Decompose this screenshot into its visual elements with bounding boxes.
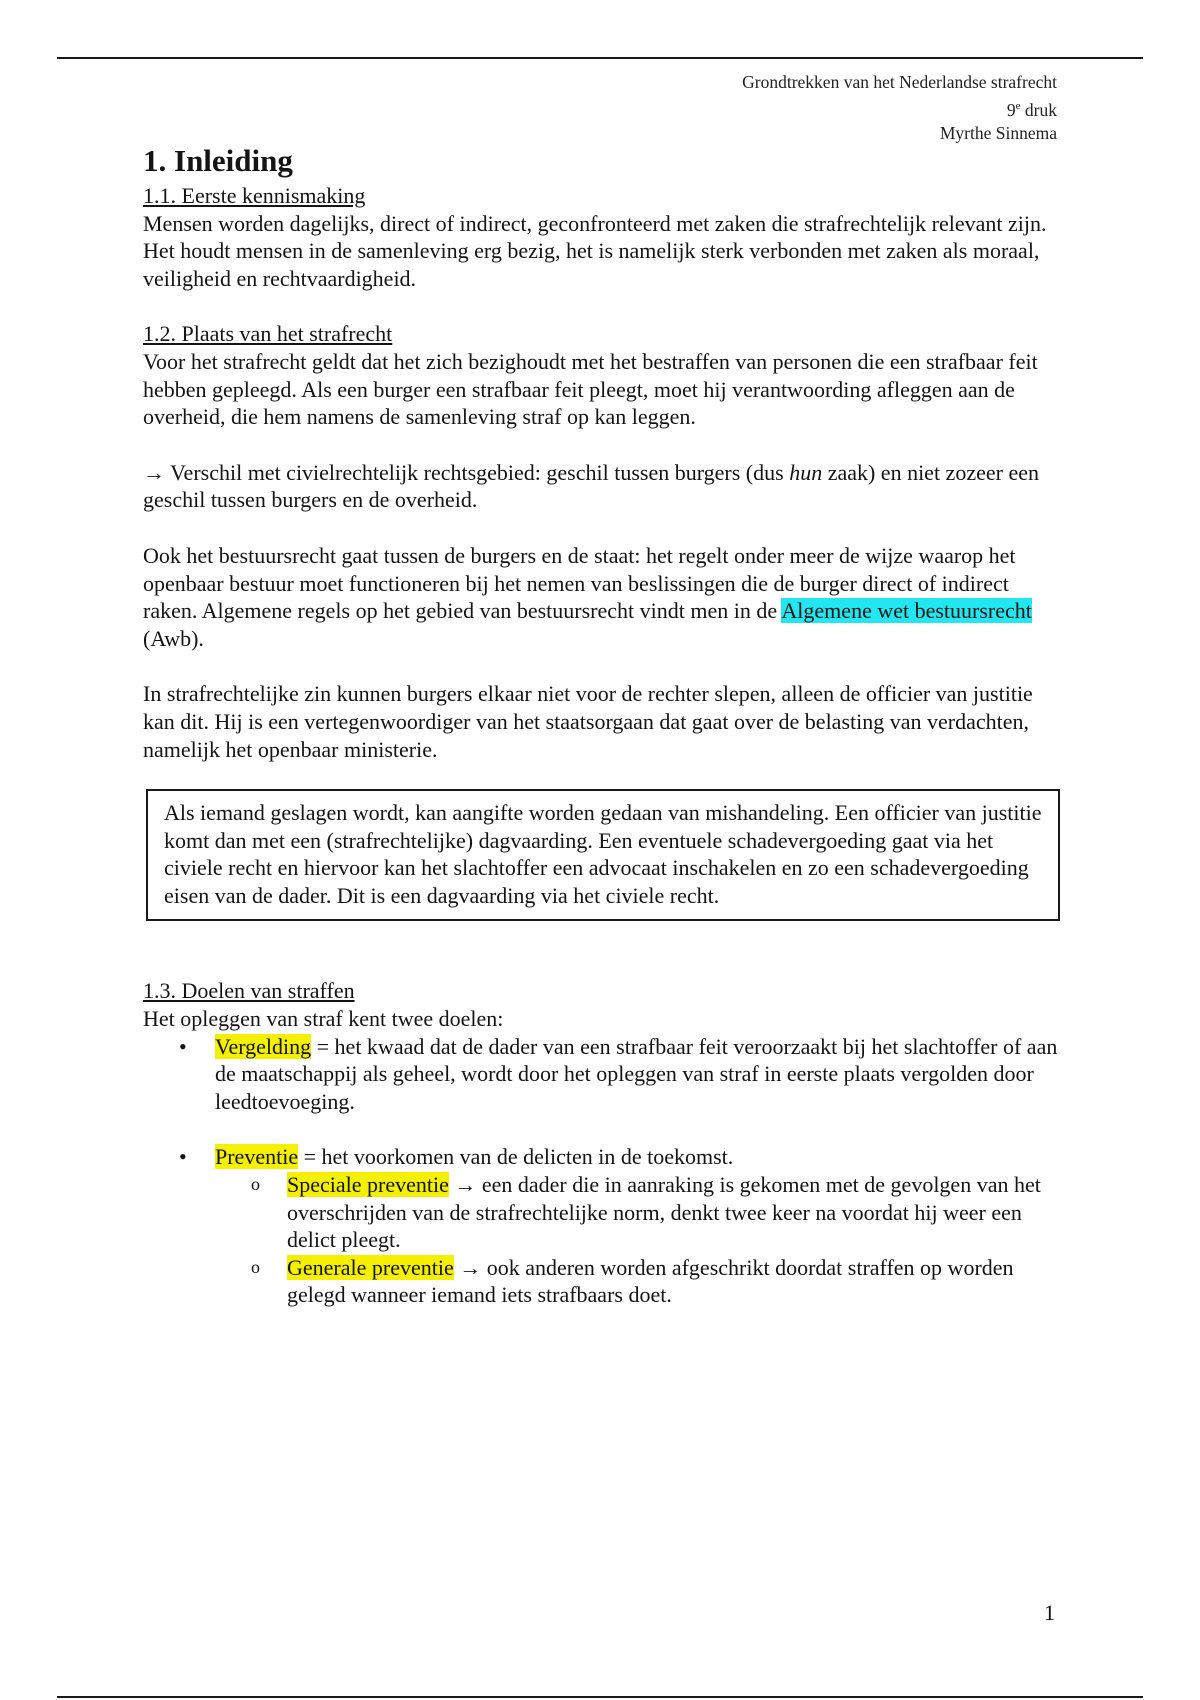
section-1-2-paragraph-4: In strafrechtelijke zin kunnen burgers elkaar niet voor de rechter slepen, alleen de officier van justitie kan dit. Hij is een vertegenwoordiger van het staatsorgaan dat gaat over de belasting van verdachten, namelijk het openbaar ministerie. bbox=[143, 681, 1033, 762]
list-item-speciale-preventie bbox=[251, 1171, 1058, 1254]
example-box-text: Als iemand geslagen wordt, kan aangifte worden gedaan van mishandeling. Een officier van justitie komt dan met een (strafrechtelijke) dagvaarding. Een eventuele schadevergoeding gaat via het civiele recht en hiervoor kan het slachtoffer een advocaat inschakelen en zo een schadevergoeding eisen van de dader. Dit is een dagvaarding via het civiele recht. bbox=[164, 800, 1042, 908]
highlight-preventie: Preventie bbox=[215, 1144, 299, 1170]
page-header bbox=[742, 71, 1057, 145]
edition-label: druk bbox=[1020, 99, 1057, 120]
list-item-vergelding bbox=[179, 1033, 1058, 1116]
bottom-rule bbox=[57, 1696, 1143, 1698]
header-author: Myrthe Sinnema bbox=[939, 122, 1057, 143]
list-item-generale-preventie bbox=[251, 1254, 1058, 1309]
section-1-2-paragraph-3 bbox=[143, 542, 1058, 652]
section-1-2-paragraph-2 bbox=[143, 459, 1058, 514]
speciale-preventie-definition: → een dader die in aanraking is gekomen met de gevolgen van het overschrijden van de strafrechtelijke norm, denkt twee keer na voordat hij weer een delict pleegt. bbox=[287, 1172, 1041, 1253]
highlight-vergelding: Vergelding bbox=[215, 1033, 312, 1059]
preventie-sublist bbox=[215, 1171, 1058, 1309]
list-item-preventie bbox=[179, 1143, 1058, 1309]
vergelding-definition: = het kwaad dat de dader van een strafbaar feit veroorzaakt bij het slachtoffer of aan de maatschappij als geheel, wordt door het opleggen van straf in eerste plaats vergolden door leedtoevoeging. bbox=[215, 1033, 1058, 1114]
edition-sup: e bbox=[1015, 99, 1021, 112]
highlight-speciale-preventie: Speciale preventie bbox=[287, 1172, 449, 1198]
section-heading-1-1: 1.1. Eerste kennismaking bbox=[143, 183, 366, 208]
p2-emphasis: hun bbox=[789, 459, 823, 485]
edition-number: 9 bbox=[1006, 99, 1016, 120]
p3-text-b: (Awb). bbox=[143, 625, 204, 651]
highlight-awb: Algemene wet bestuursrecht bbox=[781, 598, 1032, 624]
example-box bbox=[146, 789, 1060, 921]
section-heading-1-3: 1.3. Doelen van straffen bbox=[143, 978, 355, 1004]
section-1-2-paragraph-1: Voor het strafrecht geldt dat het zich bezighoudt met het bestraffen van personen die een strafbaar feit hebben gepleegd. Als een burger een strafbaar feit pleegt, moet hij verantwoording afleggen aan de overheid, die hem namens de samenleving straf op kan leggen. bbox=[143, 348, 1038, 430]
highlight-generale-preventie: Generale preventie bbox=[287, 1254, 454, 1280]
bullet-icon: • bbox=[179, 1033, 187, 1059]
header-edition bbox=[742, 95, 1057, 122]
circle-bullet-icon: o bbox=[251, 1174, 260, 1195]
p2-text-b: zaak) en niet zozeer een geschil tussen burgers en de overheid. bbox=[143, 459, 1039, 513]
header-book-title: Grondtrekken van het Nederlandse strafrecht bbox=[742, 72, 1057, 92]
section-heading-1-2: 1.2. Plaats van het strafrecht bbox=[143, 321, 393, 347]
doelen-list bbox=[143, 1033, 1058, 1309]
generale-preventie-definition: → ook anderen worden afgeschrikt doordat straffen op worden gelegd wanneer iemand iets strafbaars doet. bbox=[287, 1254, 1014, 1308]
circle-bullet-icon: o bbox=[251, 1256, 260, 1277]
section-1-1-paragraph: Mensen worden dagelijks, direct of indirect, geconfronteerd met zaken die strafrechtelijk relevant zijn. Het houdt mensen in de samenleving erg bezig, het is namelijk sterk verbonden met zaken als moraal, veiligheid en rechtvaardigheid. bbox=[143, 210, 1047, 291]
preventie-definition: = het voorkomen van de delicten in de toekomst. bbox=[298, 1144, 734, 1170]
top-rule bbox=[57, 57, 1143, 59]
section-1-3-intro: Het opleggen van straf kent twee doelen: bbox=[143, 1006, 504, 1032]
p3-text-a: Ook het bestuursrecht gaat tussen de burgers en de staat: het regelt onder meer de wijze waarop het openbaar bestuur moet functioneren bij het nemen van beslissingen die de burger direct of indirect raken. Algemene regels op het gebied van bestuursrecht vindt men in de bbox=[143, 542, 1016, 624]
bullet-icon: • bbox=[179, 1144, 187, 1170]
page-number: 1 bbox=[1044, 1600, 1055, 1625]
p2-text-a: → Verschil met civielrechtelijk rechtsgebied: geschil tussen burgers (dus bbox=[143, 459, 790, 485]
chapter-title: 1. Inleiding bbox=[143, 143, 293, 178]
document-body bbox=[143, 142, 1058, 1309]
